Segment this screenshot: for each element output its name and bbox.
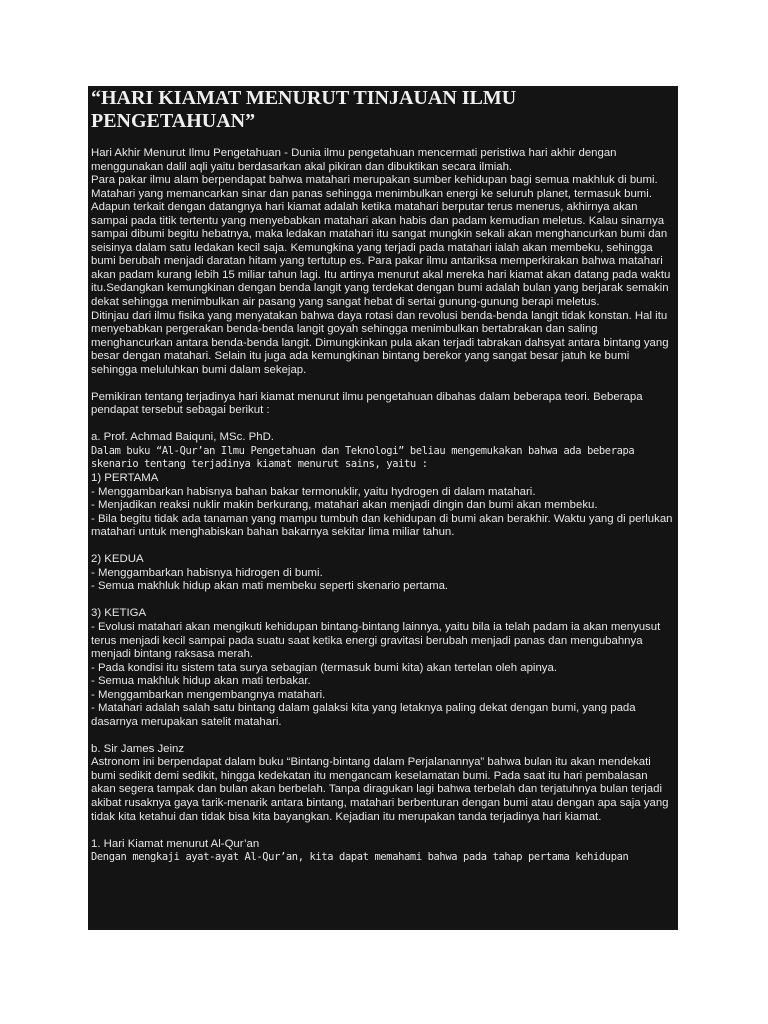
list-item: - Semua makhluk hidup akan mati membeku seperti skenario pertama. [91,580,449,593]
baiquni-paragraph: Dalam buku “Al-Qur’an Ilmu Pengetahuan dan Teknologi” beliau mengemukakan bahwa ada beberapa skenario tentang terjadinya kiamat menurut sains, yaitu : [91,444,635,471]
physics-paragraph: Ditinjau dari ilmu fisika yang menyatakan bahwa daya rotasi dan revolusi benda-benda langit tidak konstan. Hal itu menyebabkan pergerakan benda-benda langit goyah sehingga menimbulkan bertabrakan dan saling menghancurkan antara benda-benda langit. Dimungkinkan pula akan terjadi tabrakan dahsyat antara bintang yang besar dengan matahari. Selain itu juga ada kemungkinan bintang berekor yang sangat besar jatuh ke bumi sehingga meluluhkan bumi dalam sekejap. [91,309,669,376]
list-item: - Menggambarkan mengembangnya matahari. [91,688,326,701]
sun-paragraph: Para pakar ilmu alam berpendapat bahwa matahari merupakan sumber kehidupan bagi semua makhluk di bumi. Matahari yang memancarkan sinar dan panas sehingga menimbulkan energi ke seluruh planet, termasuk bumi. Adapun terkait dengan datangnya hari kiamat adalah ketika matahari berputar terus menerus, akhirnya akan sampai pada titik tertentu yang menyebabkan matahari akan habis dan padam kemudian meletus. Kalau sinarnya sampai dibumi begitu hebatnya, maka ledakan matahari itu sangat mungkin sekali akan menghancurkan bumi dan seisinya dalam satu ledakan kecil saja. Kemungkina yang terjadi pada matahari ialah akan membeku, sehingga bumi berubah menjadi daratan hitam yang tertutup es. Para pakar ilmu antariksa memperkirakan bahwa matahari akan padam kurang lebih 15 miliar tahun lagi. Itu artinya menurut akal mereka hari kiamat akan datang pada waktu itu.Sedangkan kemungkinan dengan benda langit yang terdekat dengan bumi adalah bulan yang berjarak semakin dekat sehingga menimbulkan air pasang yang sangat hebat di sertai gunung-gunung berapi meletus. [91,174,671,309]
list-item: - Matahari adalah salah satu bintang dalam galaksi kita yang letaknya paling dekat dengan bumi, yang pada dasarnya merupakan satelit matahari. [91,702,636,728]
list-item: - Semua makhluk hidup akan mati terbakar. [91,675,311,688]
paragraph-spacer [91,594,675,608]
list-item: - Menggambarkan habisnya hidrogen di bumi. [91,566,323,579]
theories-intro-paragraph: Pemikiran tentang terjadinya hari kiamat menurut ilmu pengetahuan dibahas dalam beberapa teori. Beberapa pendapat tersebut sebagai berikut : [91,390,643,417]
paragraph-spacer [91,824,675,838]
document-page [88,86,678,930]
scenario-heading-3: 3) KETIGA [91,607,147,620]
section-heading-baiquni: a. Prof. Achmad Baiquni, MSc. PhD. [91,431,274,444]
scenario-heading-2: 2) KEDUA [91,553,144,566]
list-item: - Pada kondisi itu sistem tata surya sebagian (termasuk bumi kita) akan tertelan oleh apinya. [91,661,557,674]
list-item: - Menggambarkan habisnya bahan bakar termonuklir, yaitu hydrogen di dalam matahari. [91,485,536,498]
section-heading-quran: 1. Hari Kiamat menurut Al-Qur’an [91,837,260,850]
paragraph-spacer [91,540,675,554]
intro-paragraph: Hari Akhir Menurut Ilmu Pengetahuan - Dunia ilmu pengetahuan mencermati peristiwa hari akhir dengan menggunakan dalil aqli yaitu berdasarkan akal pikiran dan dibuktikan secara ilmiah. [91,147,617,173]
list-item: - Menjadikan reaksi nuklir makin berkurang, matahari akan menjadi dingin dan bumi akan membeku. [91,499,598,512]
paragraph-spacer [91,377,675,391]
document-title: “HARI KIAMAT MENURUT TINJAUAN ILMU PENGETAHUAN” [91,87,517,132]
scenario-heading-1: 1) PERTAMA [91,472,159,485]
jeinz-paragraph: Astronom ini berpendapat dalam buku “Bintang-bintang dalam Perjalanannya” bahwa bulan itu akan mendekati bumi sedikit demi sedikit, hingga kedekatan itu mengancam keselamatan bumi. Pada saat itu hari pembalasan akan segera tampak dan bulan akan berbelah. Tanpa diragukan lagi bahwa terbelah dan terjatuhnya bulan terjadi akibat rusaknya gaya tarik-menarik antara bintang, matahari berbenturan dengan bumi atau dengan apa saja yang tidak kita ketahui dan tidak bisa kita bayangkan. Kejadian itu merupakan tanda terjadinya hari kiamat. [91,756,669,823]
paragraph-spacer [91,729,675,743]
paragraph-spacer [91,418,675,432]
list-item: - Bila begitu tidak ada tanaman yang mampu tumbuh dan kehidupan di bumi akan berakhir. Waktu yang di perlukan matahari untuk menghabiskan bahan bakarnya sekitar lima miliar tahun. [91,512,673,539]
list-item: - Evolusi matahari akan mengikuti kehidupan bintang-bintang lainnya, yaitu bila ia telah padam ia akan menyusut terus menjadi kecil sampai pada suatu saat ketika energi gravitasi berubah menjadi panas dan mengubahnya menjadi bintang raksasa merah. [91,620,661,661]
section-heading-jeinz: b. Sir James Jeinz [91,742,185,755]
quran-paragraph: Dengan mengkaji ayat-ayat Al-Qur’an, kita dapat memahami bahwa pada tahap pertama kehidupan [91,851,629,864]
